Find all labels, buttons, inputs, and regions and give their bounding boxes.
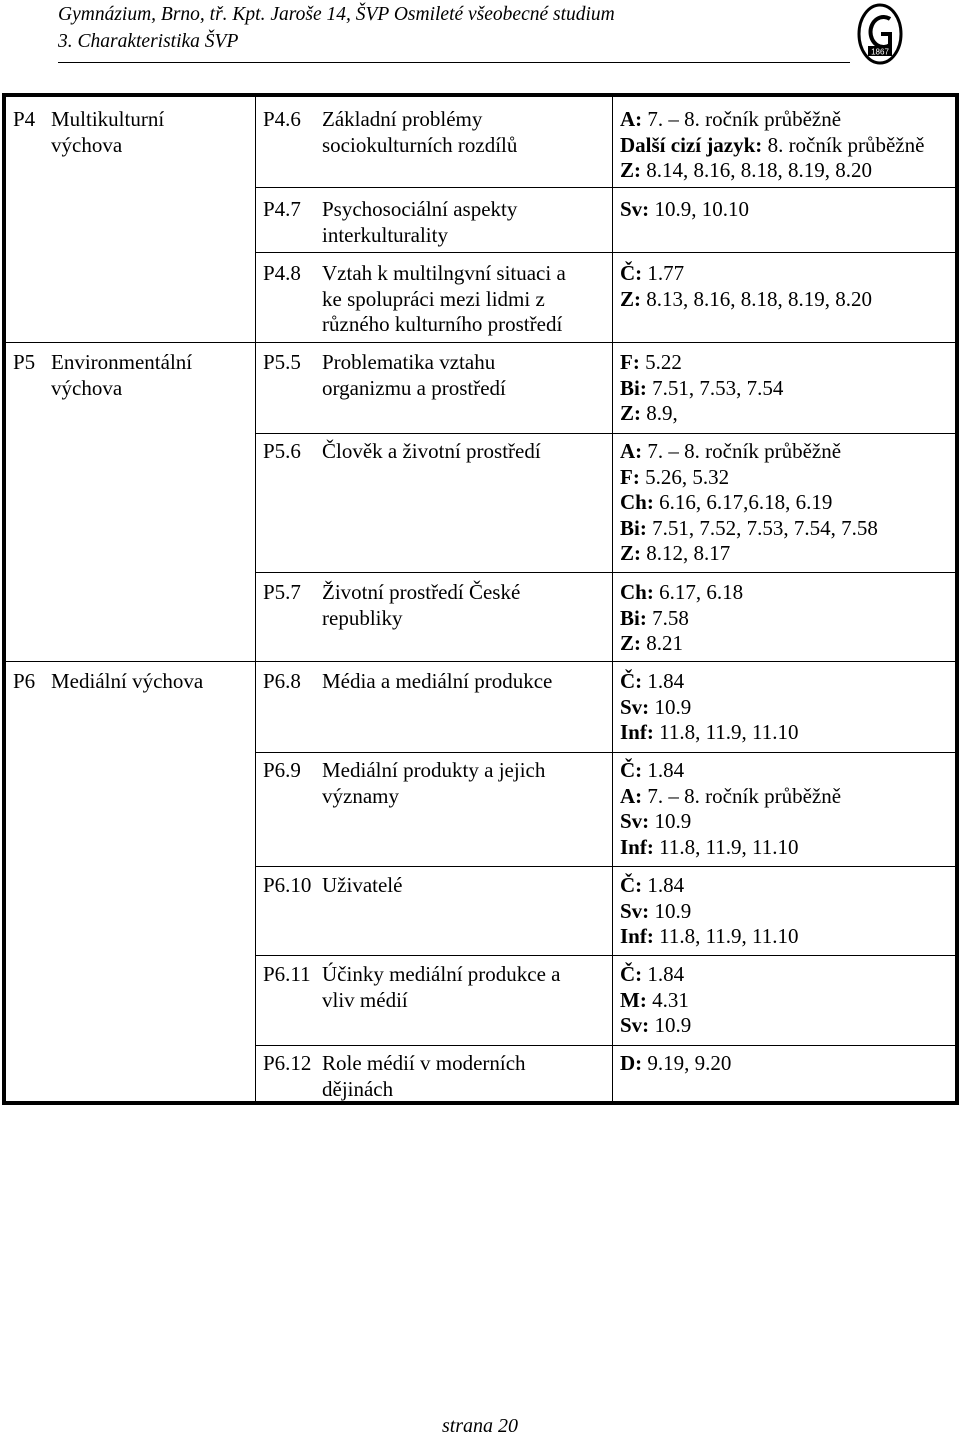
subject-reference [620,1051,731,1077]
subject-label: Bi: [620,515,647,540]
subject-value: 5.26, 5.32 [639,464,730,489]
subject-value: 7. – 8. ročník průběžně [642,783,842,808]
subject-label: Inf: [620,834,654,859]
item-name: Uživatelé [322,873,403,897]
subject-label: Bi: [620,605,647,630]
subject-reference [620,287,872,313]
theme-name: Multikulturní [51,107,165,131]
logo-year: 1867 [871,47,889,57]
item-code: P6.11 [263,962,311,986]
theme-name: Environmentální [51,350,193,374]
subject-reference [620,962,684,988]
subject-label: Z: [620,631,641,655]
subject-label: Ch: [620,490,654,514]
subject-label: Bi: [620,375,647,400]
header-divider [58,62,850,63]
subject-label: A: [620,783,643,808]
subject-reference [620,1013,691,1039]
subject-label: Z: [620,541,641,565]
subject-value: 6.17, 6.18 [653,580,744,604]
subject-value: 6.16, 6.17,6.18, 6.19 [653,490,833,514]
item-code: P4.8 [263,261,301,285]
theme-name: výchova [51,375,123,400]
theme-name: výchova [51,132,123,157]
document-header-section: 3. Charakteristika ŠVP [58,31,239,52]
subject-label: Inf: [620,720,654,744]
subject-label: Ch: [620,580,654,604]
table-row-divider [255,433,955,434]
table-column-divider [255,97,256,1101]
table-row-divider [6,342,955,343]
item-name: Člověk a životní prostředí [322,439,541,463]
subject-label: Z: [620,286,641,311]
subject-reference [620,669,684,695]
subject-label: Inf: [620,924,654,948]
table-row-divider [255,752,955,753]
item-code: P6.9 [263,758,301,782]
subject-value: 1.84 [642,669,685,693]
table-row-divider [255,955,955,956]
item-name: Účinky mediální produkce a [322,962,561,986]
subject-reference [620,158,872,184]
subject-reference [620,439,841,465]
item-name: organizmu a prostředí [322,375,506,400]
subject-label: Sv: [620,694,650,719]
subject-label: Z: [620,158,641,182]
subject-label: Sv: [620,197,650,221]
table-row-divider [255,252,955,253]
item-name: sociokulturních rozdílů [322,132,518,157]
subject-reference [620,197,749,223]
table-row-divider [255,572,955,573]
item-name: Média a mediální produkce [322,669,553,693]
subject-value: 11.8, 11.9, 11.10 [653,834,799,859]
item-name: Základní problémy [322,107,483,131]
subject-label: Č: [620,758,643,782]
item-code: P5.6 [263,439,301,463]
table-column-divider [612,97,613,1101]
item-code: P4.6 [263,107,301,131]
subject-reference [620,490,832,516]
theme-code: P5 [13,350,36,374]
subject-reference [620,401,678,427]
subject-value: 10.9 [649,898,692,923]
subject-value: 7.51, 7.53, 7.54 [646,375,784,400]
subject-value: 7.58 [646,605,689,630]
subject-label: F: [620,350,640,374]
item-name: Role médií v moderních [322,1051,526,1075]
subject-reference [620,899,691,925]
item-code: P6.10 [263,873,312,897]
item-name: vliv médií [322,987,408,1012]
subject-value: 10.9 [649,809,692,833]
subject-label: Č: [620,669,643,693]
subject-value: 1.84 [642,758,685,782]
subject-reference [620,465,729,491]
subject-reference [620,784,841,810]
subject-reference [620,133,924,159]
item-name: Problematika vztahu [322,350,496,374]
theme-code: P4 [13,107,36,131]
subject-reference [620,261,684,287]
subject-value: 7.51, 7.52, 7.53, 7.54, 7.58 [646,515,878,540]
subject-value: 11.8, 11.9, 11.10 [653,924,799,948]
item-code: P6.12 [263,1051,312,1075]
subject-label: F: [620,464,640,489]
item-code: P5.7 [263,580,301,604]
subject-reference [620,758,684,784]
subject-value: 8.21 [641,631,683,655]
subject-label: D: [620,1051,643,1075]
subject-reference [620,580,743,606]
subject-label: Z: [620,401,641,425]
table-row-divider [6,661,955,662]
school-logo-icon [856,2,904,66]
theme-code: P6 [13,669,36,693]
subject-reference [620,376,783,402]
subject-reference [620,809,691,835]
subject-label: Sv: [620,809,650,833]
subject-label: Č: [620,962,643,986]
item-name: Mediální produkty a jejich [322,758,546,782]
subject-label: A: [620,107,643,131]
table-row-divider [255,866,955,867]
subject-reference [620,695,691,721]
subject-reference [620,107,841,133]
theme-name: Mediální výchova [51,669,204,693]
item-name: Životní prostředí České [322,580,521,604]
subject-reference [620,606,689,632]
item-code: P4.7 [263,197,301,221]
subject-label: M: [620,987,647,1012]
subject-value: 8.12, 8.17 [641,541,731,565]
subject-value: 10.9 [649,694,692,719]
table-row-divider [255,187,955,188]
subject-value: 4.31 [646,987,689,1012]
item-name: Vztah k multilngvní situaci a [322,261,566,285]
subject-value: 9.19, 9.20 [642,1051,732,1075]
subject-reference [620,988,689,1014]
subject-label: Další cizí jazyk: [620,132,763,157]
subject-value: 5.22 [639,350,682,374]
subject-label: Č: [620,261,643,285]
subject-reference [620,873,684,899]
subject-reference [620,350,682,376]
item-code: P6.8 [263,669,301,693]
page-number: strana 20 [441,1415,519,1437]
subject-reference [620,720,799,746]
subject-reference [620,541,730,567]
item-name: různého kulturního prostředí [322,312,563,336]
item-name: Psychosociální aspekty [322,197,518,221]
subject-value: 8. ročník průběžně [762,132,925,157]
item-name: dějinách [322,1076,394,1101]
subject-value: 7. – 8. ročník průběžně [642,107,842,131]
item-name: ke spolupráci mezi lidmi z [322,286,545,311]
document-header-school: Gymnázium, Brno, tř. Kpt. Jaroše 14, ŠVP Osmileté všeobecné studium [58,4,615,25]
subject-reference [620,924,799,950]
subject-value: 8.13, 8.16, 8.18, 8.19, 8.20 [641,286,872,311]
subject-value: 8.9, [641,401,678,425]
subject-label: A: [620,439,643,463]
subject-label: Sv: [620,898,650,923]
subject-label: Č: [620,873,643,897]
subject-value: 8.14, 8.16, 8.18, 8.19, 8.20 [641,158,872,182]
subject-reference [620,516,878,542]
subject-value: 1.77 [642,261,685,285]
item-name: interkulturality [322,222,448,247]
subject-value: 1.84 [642,873,685,897]
subject-value: 10.9 [649,1013,692,1037]
subject-value: 11.8, 11.9, 11.10 [653,720,799,744]
table-row-divider [255,1045,955,1046]
subject-value: 7. – 8. ročník průběžně [642,439,842,463]
item-code: P5.5 [263,350,301,374]
subject-value: 1.84 [642,962,685,986]
item-name: významy [322,783,399,808]
subject-value: 10.9, 10.10 [649,197,749,221]
subject-reference [620,835,799,861]
subject-reference [620,631,683,657]
item-name: republiky [322,605,403,630]
subject-label: Sv: [620,1013,650,1037]
